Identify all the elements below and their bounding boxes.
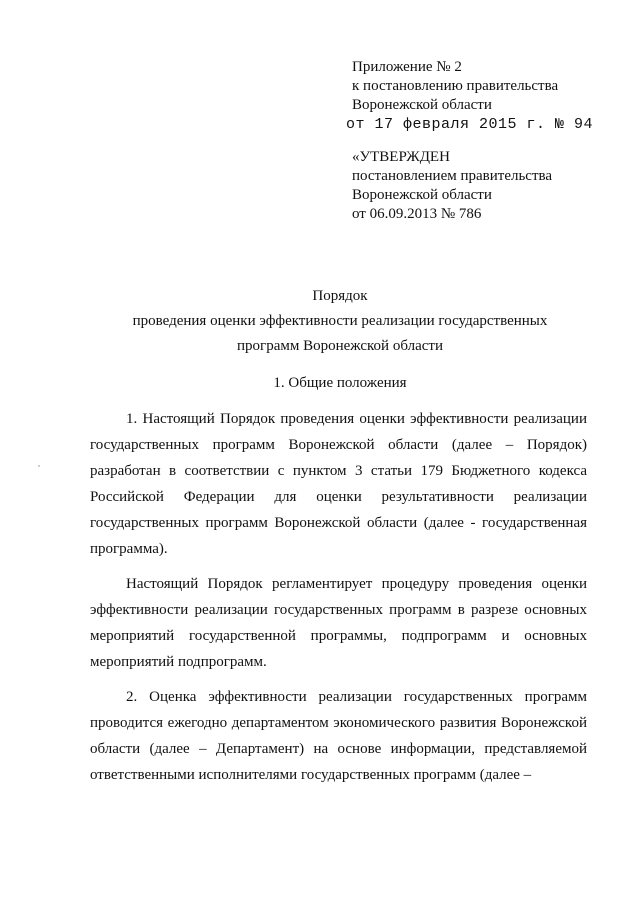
approved-block	[352, 148, 612, 224]
title-line-2: проведения оценки эффективности реализации государственных	[132, 313, 548, 329]
attachment-date: от 17 февраля 2015 г. № 94	[346, 116, 594, 133]
approved-resolution: постановлением правительства	[352, 168, 553, 184]
attachment-block	[346, 58, 612, 134]
approved-date: от 06.09.2013 № 786	[352, 206, 482, 222]
document-body	[90, 406, 587, 797]
section-heading: 1. Общие положения	[273, 375, 407, 391]
attachment-region: Воронежской области	[352, 97, 492, 113]
scan-speck	[38, 465, 40, 467]
title-line-1: Порядок	[312, 288, 368, 304]
paragraph-2: Настоящий Порядок регламентирует процедуру проведения оценки эффективности реализации государственных программ в разрезе основных мероприятий государственной программы, подпрограмм и основных мероприятий подпрограмм.	[90, 576, 587, 670]
paragraph-3: 2. Оценка эффективности реализации государственных программ проводится ежегодно департаментом экономического развития Воронежской области (далее – Департамент) на основе информации, представляемой ответственными исполнителями государственных программ (далее –	[90, 689, 587, 783]
title-line-3: программ Воронежской области	[237, 338, 443, 354]
approved-label: «УТВЕРЖДЕН	[352, 149, 450, 165]
attachment-resolution: к постановлению правительства	[352, 78, 559, 94]
document-title	[90, 284, 590, 359]
approved-region: Воронежской области	[352, 187, 492, 203]
paragraph-1: 1. Настоящий Порядок проведения оценки эффективности реализации государственных программ Воронежской области (далее – Порядок) разработан в соответствии с пунктом 3 статьи 179 Бюджетного кодекса Российской Федерации для оценки результативности реализации государственных программ Воронежской области (далее - государственная программа).	[90, 411, 587, 557]
attachment-number: Приложение № 2	[352, 59, 462, 75]
